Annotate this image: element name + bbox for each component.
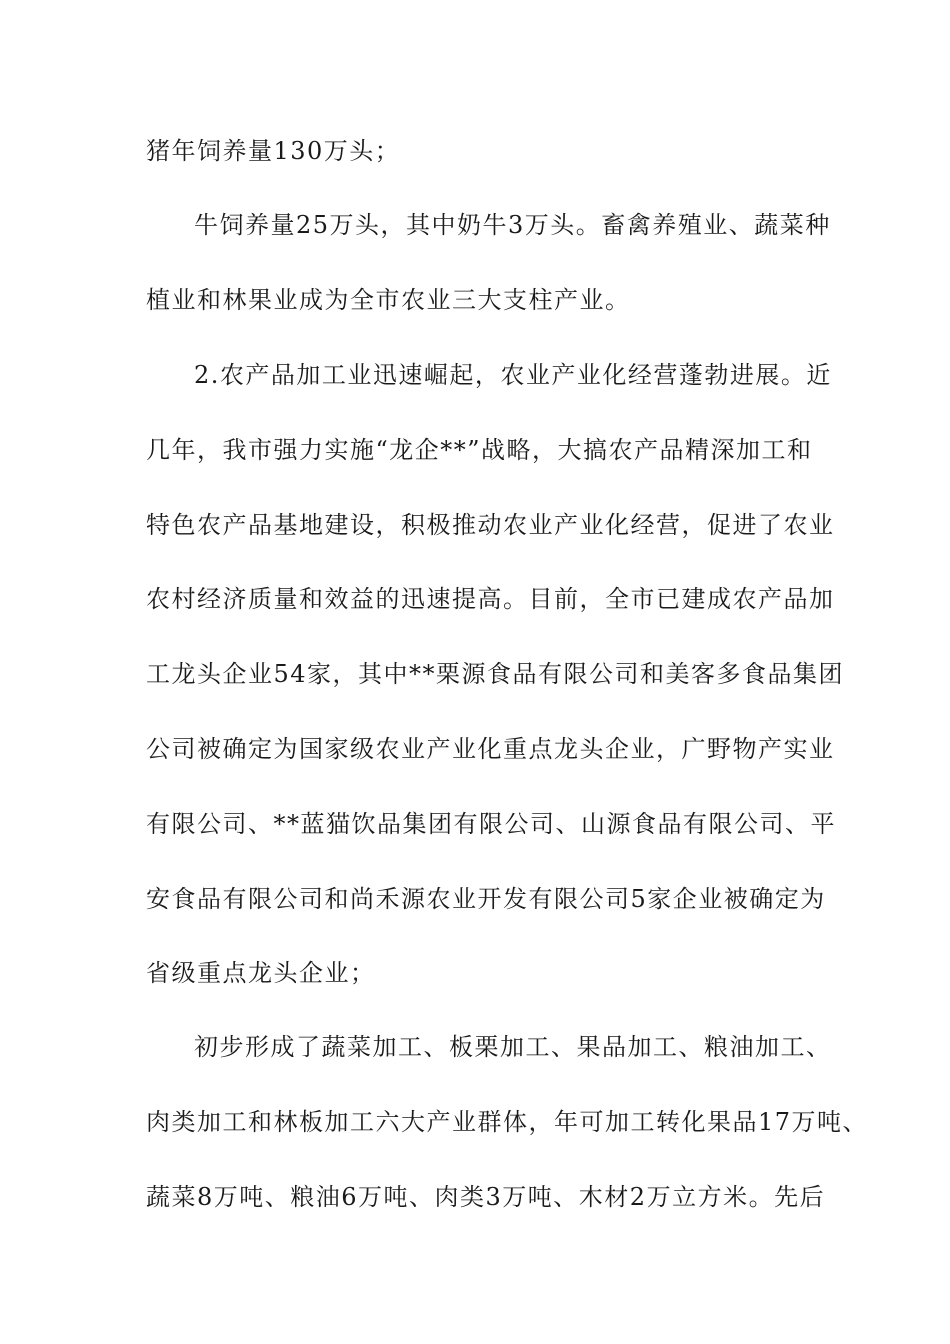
text-line-10: 有限公司、**蓝猫饮品集团有限公司、山源食品有限公司、平 [146,810,836,838]
text-line-13: 初步形成了蔬菜加工、板栗加工、果品加工、粮油加工、 [194,1033,832,1061]
text-line-2: 牛饲养量25万头，其中奶牛3万头。畜禽养殖业、蔬菜种 [194,211,831,239]
text-line-3: 植业和林果业成为全市农业三大支柱产业。 [146,286,631,314]
text-line-6: 特色农产品基地建设，积极推动农业产业化经营，促进了农业 [146,511,835,539]
text-line-7: 农村经济质量和效益的迅速提高。目前，全市已建成农产品加 [146,585,835,613]
text-line-9: 公司被确定为国家级农业产业化重点龙头企业，广野物产实业 [146,735,835,763]
text-line-5: 几年，我市强力实施“龙企**”战略，大搞农产品精深加工和 [146,436,813,464]
text-line-8: 工龙头企业54家，其中**栗源食品有限公司和美客多食品集团 [146,660,845,688]
text-line-14: 肉类加工和林板加工六大产业群体，年可加工转化果品17万吨、 [146,1108,869,1136]
text-line-11: 安食品有限公司和尚禾源农业开发有限公司5家企业被确定为 [146,885,826,913]
text-line-4: 2.农产品加工业迅速崛起，农业产业化经营蓬勃进展。近 [194,361,832,389]
text-line-12: 省级重点龙头企业； [146,959,376,987]
text-line-1: 猪年饲养量130万头； [146,137,401,165]
text-line-15: 蔬菜8万吨、粮油6万吨、肉类3万吨、木材2万立方米。先后 [146,1183,826,1211]
